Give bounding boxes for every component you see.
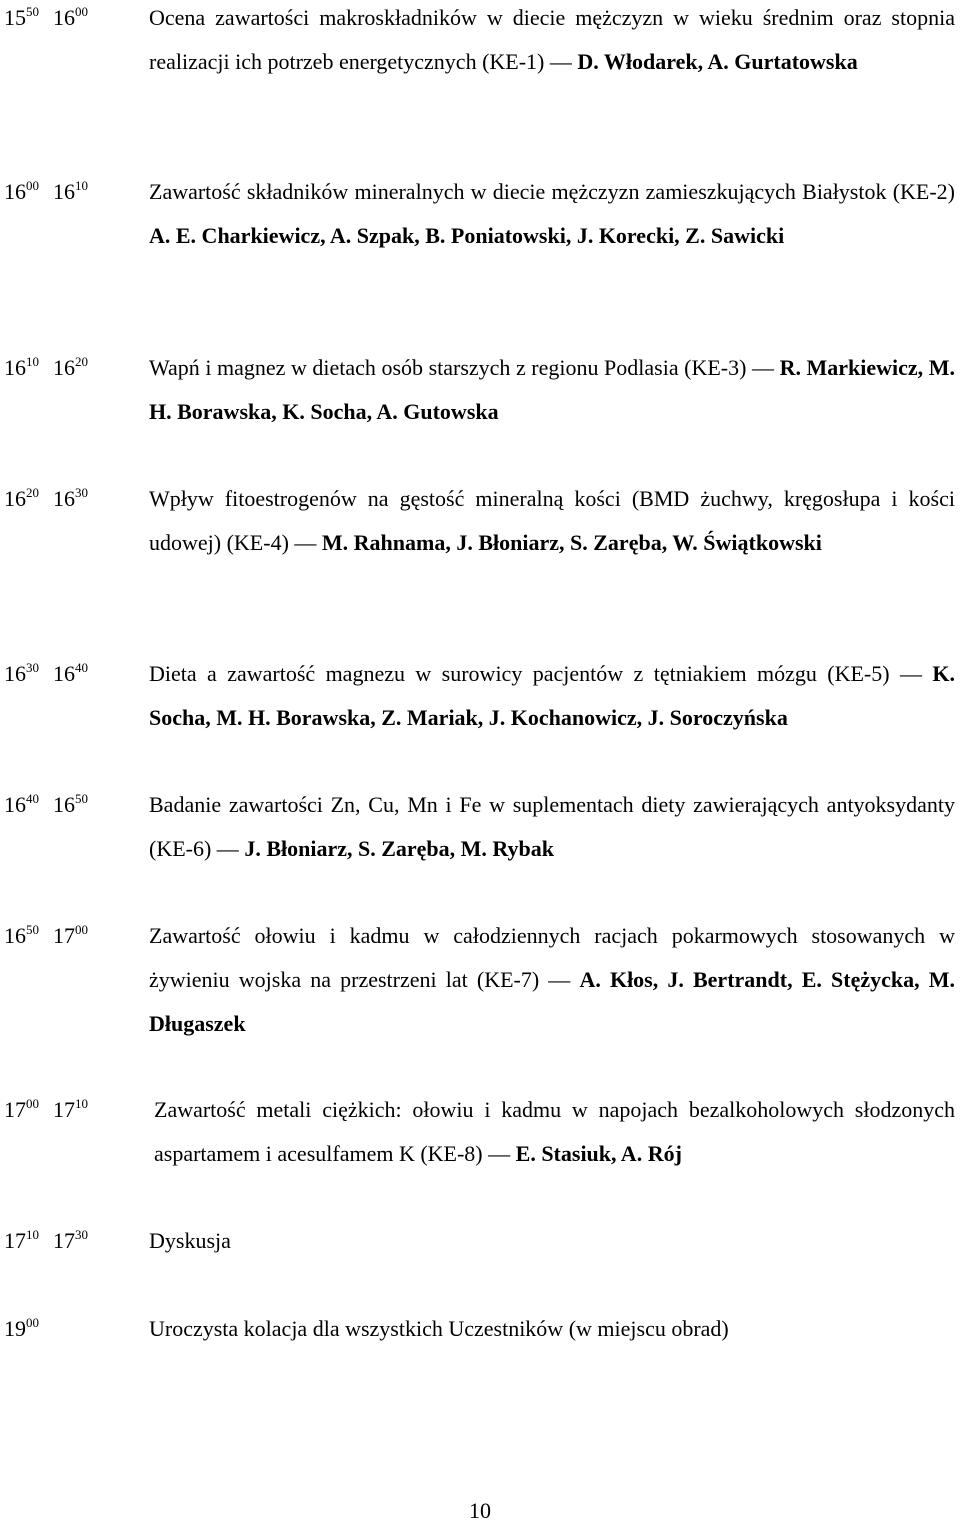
entry-description xyxy=(149,0,955,84)
talk-authors: A. Kłos, J. Bertrandt, E. Stężycka, M. Długaszek xyxy=(149,967,956,1036)
session-title: Uroczysta kolacja dla wszystkich Uczestników (w miejscu obrad) xyxy=(149,1316,729,1341)
end-hour: 17 xyxy=(53,923,75,948)
start-minute: 00 xyxy=(26,1096,39,1111)
entry-description xyxy=(154,1088,955,1176)
time-range xyxy=(4,1307,39,1351)
start-hour: 16 xyxy=(4,661,26,686)
talk-title: Zawartość składników mineralnych w diecie mężczyzn zamieszkujących Białystok (KE-2) xyxy=(149,179,955,204)
end-hour: 16 xyxy=(53,5,75,30)
end-hour: 16 xyxy=(53,792,75,817)
end-hour: 16 xyxy=(53,486,75,511)
start-minute: 50 xyxy=(26,922,39,937)
talk-authors: E. Stasiuk, A. Rój xyxy=(515,1141,682,1166)
start-hour: 16 xyxy=(4,486,26,511)
time-range xyxy=(4,170,88,214)
start-minute: 30 xyxy=(26,660,39,675)
talk-title: Wpływ fitoestrogenów na gęstość mineralną kości (BMD żuchwy, kręgosłupa i kości udowej) (KE-4) — xyxy=(149,486,955,555)
time-range xyxy=(4,783,88,827)
end-minute: 30 xyxy=(75,485,88,500)
entry-description xyxy=(149,346,955,434)
talk-title: Dieta a zawartość magnezu w surowicy pacjentów z tętniakiem mózgu (KE-5) — xyxy=(149,661,933,686)
start-hour: 19 xyxy=(4,1316,26,1341)
time-range xyxy=(4,914,88,958)
start-hour: 15 xyxy=(4,5,26,30)
talk-title: Wapń i magnez w dietach osób starszych z regionu Podlasia (KE-3) — xyxy=(149,355,780,380)
time-range xyxy=(4,652,88,696)
page-number: 10 xyxy=(469,1498,491,1523)
entry-description xyxy=(149,170,955,258)
time-range xyxy=(4,0,88,40)
talk-title: Ocena zawartości makroskładników w diecie mężczyzn w wieku średnim oraz stopnia realizacji ich potrzeb energetycznych (KE-1) — xyxy=(149,5,955,74)
entry-description xyxy=(149,1307,955,1351)
talk-authors: R. Markiewicz, M. H. Borawska, K. Socha, A. Gutowska xyxy=(149,355,955,424)
start-hour: 17 xyxy=(4,1228,26,1253)
talk-title: Zawartość ołowiu i kadmu w całodziennych racjach pokarmowych stosowanych w żywieniu wojska na przestrzeni lat (KE-7) — xyxy=(149,923,955,992)
entry-description xyxy=(149,1219,955,1263)
time-range xyxy=(4,1088,88,1132)
entry-description xyxy=(149,783,955,871)
time-range xyxy=(4,1219,88,1263)
end-hour: 17 xyxy=(53,1228,75,1253)
end-minute: 00 xyxy=(75,4,88,19)
start-hour: 16 xyxy=(4,179,26,204)
start-minute: 50 xyxy=(26,4,39,19)
start-minute: 10 xyxy=(26,354,39,369)
end-hour: 16 xyxy=(53,661,75,686)
start-hour: 17 xyxy=(4,1097,26,1122)
session-title: Dyskusja xyxy=(149,1228,231,1253)
talk-authors: A. E. Charkiewicz, A. Szpak, B. Poniatowski, J. Korecki, Z. Sawicki xyxy=(149,223,785,248)
start-hour: 16 xyxy=(4,923,26,948)
talk-title: Badanie zawartości Zn, Cu, Mn i Fe w suplementach diety zawierających antyoksydanty (KE-6) — xyxy=(149,792,955,861)
end-hour: 17 xyxy=(53,1097,75,1122)
talk-authors: D. Włodarek, A. Gurtatowska xyxy=(577,49,858,74)
end-hour: 16 xyxy=(53,355,75,380)
start-minute: 00 xyxy=(26,1315,39,1330)
entry-description xyxy=(149,914,955,1046)
entry-description xyxy=(149,652,955,740)
start-hour: 16 xyxy=(4,792,26,817)
end-minute: 50 xyxy=(75,791,88,806)
end-minute: 00 xyxy=(75,922,88,937)
talk-authors: M. Rahnama, J. Błoniarz, S. Zaręba, W. Świątkowski xyxy=(321,530,822,555)
end-minute: 10 xyxy=(75,1096,88,1111)
time-range xyxy=(4,346,88,390)
talk-authors: J. Błoniarz, S. Zaręba, M. Rybak xyxy=(244,836,554,861)
end-minute: 30 xyxy=(75,1227,88,1242)
start-minute: 20 xyxy=(26,485,39,500)
talk-title: Zawartość metali ciężkich: ołowiu i kadmu w napojach bezalkoholowych słodzonych aspartamem i acesulfamem K (KE-8) — xyxy=(154,1097,955,1166)
start-minute: 00 xyxy=(26,178,39,193)
end-minute: 20 xyxy=(75,354,88,369)
end-minute: 10 xyxy=(75,178,88,193)
start-hour: 16 xyxy=(4,355,26,380)
end-hour: 16 xyxy=(53,179,75,204)
talk-authors: K. Socha, M. H. Borawska, Z. Mariak, J. Kochanowicz, J. Soroczyńska xyxy=(149,661,955,730)
end-minute: 40 xyxy=(75,660,88,675)
start-minute: 10 xyxy=(26,1227,39,1242)
start-minute: 40 xyxy=(26,791,39,806)
entry-description xyxy=(149,477,955,565)
time-range xyxy=(4,477,88,521)
